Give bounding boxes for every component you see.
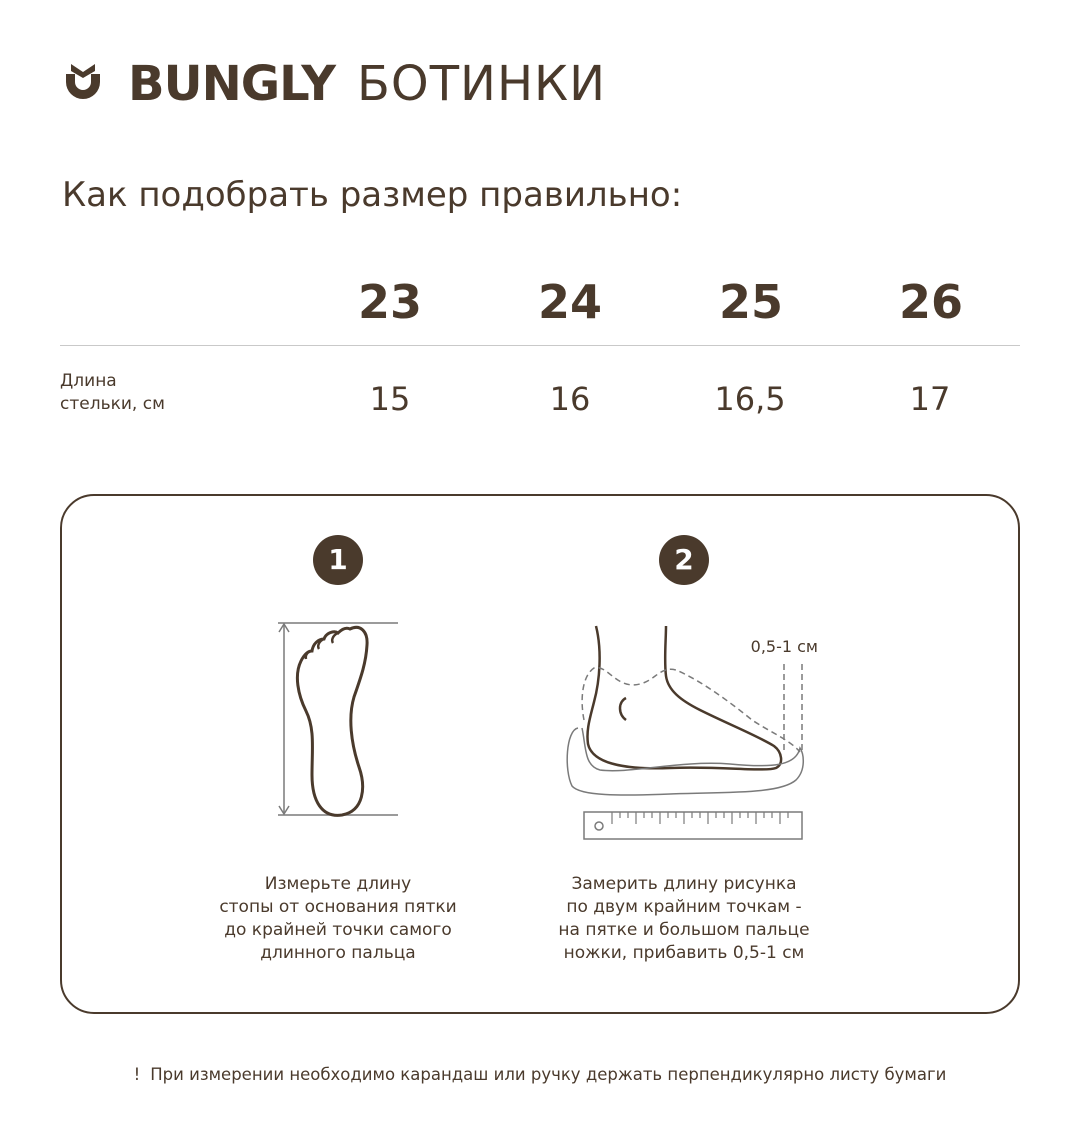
step-1-caption: Измерьте длину стопы от основания пятки до крайней точки самого длинного пальца	[219, 874, 457, 963]
size-header: 23	[357, 275, 422, 329]
table-divider	[60, 345, 1020, 346]
size-header: 24	[537, 275, 602, 329]
footprint-measure-icon	[268, 615, 408, 825]
note-text: При измерении необходимо карандаш или ручку держать перпендикулярно листу бумаги	[150, 1065, 947, 1084]
product-title: БОТИНКИ	[357, 56, 607, 112]
bungly-logo-icon	[60, 62, 106, 106]
foot-ruler-icon	[560, 620, 820, 850]
size-header: 25	[718, 275, 783, 329]
measure-allowance-label: 0,5-1 см	[750, 637, 818, 656]
step-2-caption: Замерить длину рисунка по двум крайним точкам - на пятке и большом пальце ножки, прибавить 0,5-1 см	[558, 874, 810, 963]
size-header: 26	[898, 275, 963, 329]
step-2-badge: 2	[659, 535, 709, 585]
brand-name: BUNGLY	[128, 56, 335, 112]
note-mark: !	[133, 1065, 141, 1084]
row-label-insole-length: Длина стельки, см	[60, 371, 165, 414]
brand-header	[60, 56, 606, 112]
step-1-badge: 1	[313, 535, 363, 585]
insole-length-cell: 17	[909, 380, 951, 418]
measurement-note	[0, 1065, 1080, 1084]
insole-length-cell: 16,5	[714, 380, 786, 418]
insole-length-cell: 15	[369, 380, 411, 418]
insole-length-cell: 16	[549, 380, 591, 418]
page-heading: Как подобрать размер правильно:	[62, 175, 683, 215]
